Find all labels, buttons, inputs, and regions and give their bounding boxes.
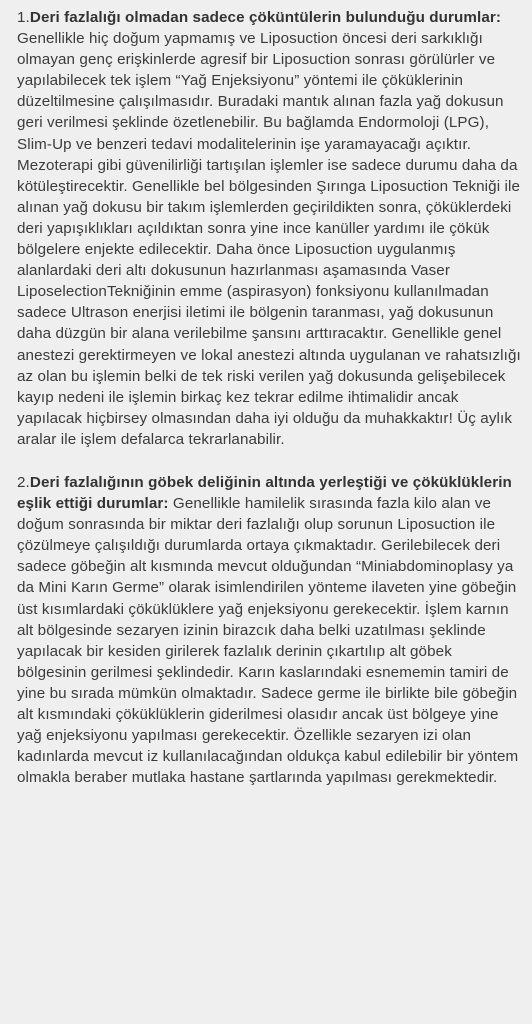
section-2-heading: Deri fazlalığının göbek deliğinin altında yerleştiği ve çöküklüklerin eşlik ettiği durumlar: <box>17 473 512 513</box>
section-1-paragraph <box>17 7 522 450</box>
section-2-number: 2. <box>17 473 30 491</box>
section-1-body: Genellikle hiç doğum yapmamış ve Liposuction öncesi deri sarkıklığı olmayan genç erişkinlerde agresif bir Liposuction sonrası görülürler ve yapılabilecek tek işlem “Yağ Enjeksiyonu” yöntemi ile çöküklerinin düzeltilmesine çalışılmasıdır. Buradaki mantık alınan fazla yağ dokusun geri verilmesi şeklinde özetlenebilir. Bu bağlamda Endormoloji (LPG), Slim-Up ve benzeri tedavi modalitelerinin işe yaramayacağı açıktır. Mezoterapi gibi güvenilirliği tartışılan işlemler ise sadece durumu daha da kötüleştirecektir. Genellikle bel bölgesinden Şırınga Liposuction Tekniği ile alınan yağ dokusu bir takım işlemlerden geçirildikten sonra, çöküklerdeki deri yapışıklıkları açıldıktan sonra yine ince kanüller yardımı ile çökük bölgelere enjekte edilecektir. Daha önce Liposuction uygulanmış alanlardaki deri altı dokusunun hazırlanması aşamasında Vaser LiposelectionTekniğinin emme (aspirasyon) fonksiyonu kullanılmadan sadece Ultrason enerjisi iletimi ile bölgenin taranması, yağ dokusunun daha düzgün bir alana verilebilme şansını arttıracaktır. Genellikle genel anestezi gerektirmeyen ve lokal anestezi altında uygulanan ve rahatsızlığı az olan bu işlemin belki de tek riski verilen yağ dokusunda gelişebilecek kayıp nedeni ile işlemin birkaç kez tekrar edilme ihtimalidir ancak yapılacak hiçbirsey olmasından daha iyi olduğu da muhakkaktır! Üç aylık aralar ile işlem defalarca tekrarlanabilir. <box>17 30 521 448</box>
section-1-number: 1. <box>17 9 30 26</box>
section-2-body: Genellikle hamilelik sırasında fazla kilo alan ve doğum sonrasında bir miktar deri fazlalığı olup sorunun Liposuction ile çözülmeye çalışıldığı durumlarda ortaya çıkmaktadır. Gerilebilecek deri sadece göbeğin alt kısmında mevcut olduğundan “Miniabdominoplasy ya da Mini Karın Germe” olarak isimlendirilen yönteme ilaveten yine göbeğin üst kısımlardaki çöküklüklere yağ enjeksiyonu gerekecektir. İşlem karnın alt bölgesinde sezaryen izinin birazcık daha belki uzatılması şeklinde yapılacak bir kesiden girilerek fazlalık derinin çıkartılıp alt göbek bölgesinin gerilmesi şeklindedir. Karın kaslarındaki esnememin tamiri de yine bu sırada mümkün olmaktadır. Sadece germe ile birlikte bile göbeğin alt kısmındaki çöküklüklerin giderilmesi olasıdır ancak üst bölgeye yine yağ enjeksiyonu yapılması gerekecektir. Özellikle sezaryen izi olan kadınlarda mevcut iz kullanılacağından oldukça kabul edilebilir bir yöntem olmakla beraber mutlaka hastane şartlarında yapılması gerekmektedir. <box>17 495 519 787</box>
section-1-heading: Deri fazlalığı olmadan sadece çöküntülerin bulunduğu durumlar: <box>29 9 502 26</box>
section-2-paragraph <box>17 472 522 788</box>
